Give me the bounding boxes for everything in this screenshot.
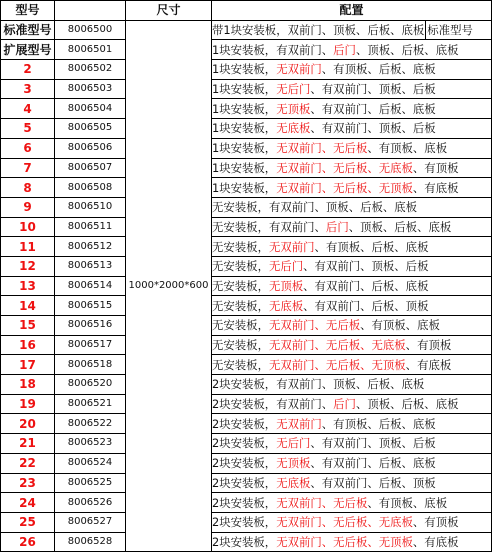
model-code: 8006502: [55, 60, 126, 80]
config-text: 、有双前门、顶板、后板: [310, 436, 436, 451]
config-cell: [212, 335, 492, 355]
config-text: 、有底板: [412, 534, 459, 549]
table-row: [1, 532, 492, 552]
config-cell: [212, 138, 492, 158]
config-cell: [212, 276, 492, 296]
config-cell: [212, 375, 492, 395]
table-row: [1, 394, 492, 414]
table-row: [1, 276, 492, 296]
config-missing-part: 后门: [325, 219, 349, 234]
config-cell: [212, 237, 492, 257]
table-row: [1, 296, 492, 316]
config-text: 1块安装板，: [212, 141, 277, 156]
config-cell: [212, 60, 492, 80]
row-label: 25: [1, 512, 55, 532]
config-text: 、有顶板、后板、底板: [321, 62, 436, 77]
header-row: [1, 1, 492, 21]
config-cell: [212, 434, 492, 454]
row-label: 标准型号: [1, 20, 55, 40]
row-label: 7: [1, 158, 55, 178]
config-text: 2块安装板，: [212, 456, 277, 471]
row-label: 26: [1, 532, 55, 552]
config-cell: [212, 178, 492, 198]
table-row: [1, 453, 492, 473]
row-label: 5: [1, 119, 55, 139]
config-cell: [212, 158, 492, 178]
row-label: 22: [1, 453, 55, 473]
model-code: 8006516: [55, 316, 126, 336]
config-missing-part: 无双前门: [276, 62, 322, 77]
row-label: 24: [1, 493, 55, 513]
config-text: 、有顶板: [412, 160, 459, 175]
row-label: 13: [1, 276, 55, 296]
config-text: 、有双前门、后板、顶板: [303, 298, 429, 313]
model-code: 8006510: [55, 197, 126, 217]
config-text: 、有双前门、后板、底板: [310, 101, 436, 116]
config-cell: [212, 532, 492, 552]
config-text: 、有双前门、后板、底板: [310, 456, 436, 471]
config-text: 1块安装板，: [212, 82, 277, 97]
config-text: 无安装板，: [212, 318, 269, 333]
config-text: 2块安装板，有双前门、顶板、后板、底板: [212, 377, 425, 392]
row-label: 15: [1, 316, 55, 336]
config-text: 、有顶板、底板: [367, 495, 448, 510]
config-text: 2块安装板，: [212, 515, 277, 530]
config-missing-part: 无后门: [276, 436, 311, 451]
table-row: [1, 99, 492, 119]
model-code: 8006512: [55, 237, 126, 257]
model-code: 8006522: [55, 414, 126, 434]
row-label: 20: [1, 414, 55, 434]
row-label: 扩展型号: [1, 40, 55, 60]
config-missing-part: 无后门: [276, 82, 311, 97]
row-label: 12: [1, 256, 55, 276]
config-text: 1块安装板，: [212, 121, 277, 136]
model-code: 8006506: [55, 138, 126, 158]
config-missing-part: 无顶板: [268, 278, 304, 293]
table-row: [1, 60, 492, 80]
table-row: [1, 335, 492, 355]
config-missing-part: 无双前门、无后板、无顶板: [268, 357, 406, 372]
config-missing-part: 无双前门、无后板: [276, 495, 368, 510]
config-missing-part: 无双前门、无后板、无底板: [268, 338, 406, 353]
table-row: [1, 119, 492, 139]
table-row: [1, 197, 492, 217]
config-missing-part: 无双前门、无后板、无顶板: [276, 180, 413, 195]
config-cell: [212, 316, 492, 336]
config-missing-part: 无双前门、无后板、无底板: [276, 160, 413, 175]
config-cell: [212, 493, 492, 513]
table-row: [1, 217, 492, 237]
model-code: 8006517: [55, 335, 126, 355]
config-text: 、有顶板、后板、底板: [321, 416, 436, 431]
config-text: 无安装板，: [212, 259, 269, 274]
config-text: 、顶板、后板、底板: [348, 219, 452, 234]
row-label: 11: [1, 237, 55, 257]
config-cell: [212, 394, 492, 414]
row-label: 18: [1, 375, 55, 395]
table-row: [1, 256, 492, 276]
model-code: 8006500: [55, 20, 126, 40]
row-label: 2: [1, 60, 55, 80]
config-text: 带1块安装板，双前门、顶板、后板、底板: [212, 23, 425, 38]
overflow-label: 标准型号: [427, 23, 473, 38]
row-label: 16: [1, 335, 55, 355]
config-missing-part: 后门: [333, 397, 356, 412]
table-row: [1, 316, 492, 336]
row-label: 3: [1, 79, 55, 99]
config-cell: [212, 256, 492, 276]
row-label: 10: [1, 217, 55, 237]
config-missing-part: 无双前门、无后板: [276, 141, 368, 156]
config-text: 、有顶板: [405, 338, 452, 353]
config-text: 无安装板，: [212, 338, 269, 353]
config-text: 、有双前门、顶板、后板: [310, 121, 436, 136]
config-cell: [212, 473, 492, 493]
table-row: [1, 493, 492, 513]
config-text: 无安装板，: [212, 298, 269, 313]
config-text: 2块安装板，: [212, 475, 277, 490]
model-code: 8006507: [55, 158, 126, 178]
header-config: 配置: [212, 1, 492, 21]
config-text: 、顶板、后板、底板: [355, 42, 459, 57]
config-text: 2块安装板，: [212, 436, 277, 451]
model-code: 8006518: [55, 355, 126, 375]
table-row: [1, 40, 492, 60]
model-code: 8006513: [55, 256, 126, 276]
row-label: 19: [1, 394, 55, 414]
header-model: 型号: [1, 1, 55, 21]
config-cell: [212, 79, 492, 99]
config-cell: [212, 296, 492, 316]
config-cell: [212, 119, 492, 139]
model-code: 8006520: [55, 375, 126, 395]
config-text: 无安装板，有双前门、顶板、后板、底板: [212, 200, 418, 215]
config-text: 1块安装板，: [212, 101, 277, 116]
config-cell: [212, 20, 492, 40]
model-code: 8006504: [55, 99, 126, 119]
model-code: 8006503: [55, 79, 126, 99]
config-missing-part: 无双前门、无后板、无顶板: [276, 534, 413, 549]
config-text: 、有顶板: [412, 515, 459, 530]
table-row: [1, 20, 492, 40]
spec-table-body: [1, 20, 492, 552]
model-code: 8006528: [55, 532, 126, 552]
table-row: [1, 512, 492, 532]
config-text: 、有双前门、后板、底板: [303, 278, 429, 293]
config-text: 无安装板，: [212, 239, 269, 254]
config-missing-part: 无后门: [268, 259, 304, 274]
config-missing-part: 无双前门、无后板、无底板: [276, 515, 413, 530]
model-code: 8006523: [55, 434, 126, 454]
row-label: 17: [1, 355, 55, 375]
table-row: [1, 414, 492, 434]
config-text: 、有顶板、底板: [367, 141, 448, 156]
model-code: 8006525: [55, 473, 126, 493]
model-code: 8006524: [55, 453, 126, 473]
config-cell: [212, 355, 492, 375]
table-row: [1, 434, 492, 454]
config-cell: [212, 197, 492, 217]
table-row: [1, 473, 492, 493]
config-text: 1块安装板，: [212, 160, 277, 175]
config-text: 2块安装板，: [212, 495, 277, 510]
model-code: 8006501: [55, 40, 126, 60]
config-missing-part: 无底板: [276, 475, 311, 490]
row-label: 21: [1, 434, 55, 454]
config-text: 2块安装板，: [212, 534, 277, 549]
table-row: [1, 375, 492, 395]
row-label: 8: [1, 178, 55, 198]
config-cell: [212, 40, 492, 60]
config-missing-part: 无双前门: [276, 416, 322, 431]
config-text: 、有底板: [405, 357, 452, 372]
model-code: 8006527: [55, 512, 126, 532]
config-missing-part: 无双前门、无后板: [268, 318, 361, 333]
model-code: 8006505: [55, 119, 126, 139]
header-model-code: [55, 1, 126, 21]
row-label: 23: [1, 473, 55, 493]
table-row: [1, 355, 492, 375]
model-code: 8006511: [55, 217, 126, 237]
model-code: 8006521: [55, 394, 126, 414]
table-row: [1, 79, 492, 99]
config-text: 无安装板，: [212, 278, 269, 293]
config-text: 1块安装板，: [212, 180, 277, 195]
row-label: 9: [1, 197, 55, 217]
config-missing-part: 无顶板: [276, 456, 311, 471]
config-text: 、有双前门、顶板、后板: [310, 82, 436, 97]
config-cell: [212, 512, 492, 532]
model-code: 8006514: [55, 276, 126, 296]
config-missing-part: 无双前门: [268, 239, 315, 254]
config-text: 无安装板，有双前门、: [212, 219, 326, 234]
table-row: [1, 237, 492, 257]
config-cell: [212, 99, 492, 119]
config-text: 、有双前门、顶板、后板: [303, 259, 429, 274]
table-row: [1, 138, 492, 158]
config-missing-part: 无顶板: [276, 101, 311, 116]
row-label: 6: [1, 138, 55, 158]
config-text: 1块安装板，: [212, 62, 277, 77]
row-label: 4: [1, 99, 55, 119]
config-text: 、有底板: [412, 180, 459, 195]
row-label: 14: [1, 296, 55, 316]
config-missing-part: 后门: [333, 42, 356, 57]
model-code: 8006526: [55, 493, 126, 513]
size-value: 1000*2000*600: [126, 20, 212, 552]
config-text: 无安装板，: [212, 357, 269, 372]
table-row: [1, 158, 492, 178]
config-text: 、有顶板、底板: [360, 318, 440, 333]
config-text: 、有双前门、后板、顶板: [310, 475, 436, 490]
table-row: [1, 178, 492, 198]
config-text: 、顶板、后板、底板: [355, 397, 459, 412]
config-missing-part: 无底板: [268, 298, 304, 313]
config-cell: [212, 217, 492, 237]
model-code: 8006508: [55, 178, 126, 198]
config-text: 1块安装板，有双前门、: [212, 42, 334, 57]
config-text: 、有顶板、后板、底板: [314, 239, 429, 254]
config-text: 2块安装板，: [212, 416, 277, 431]
config-missing-part: 无底板: [276, 121, 311, 136]
header-size: 尺寸: [126, 1, 212, 21]
config-text: 2块安装板，有双前门、: [212, 397, 334, 412]
model-code: 8006515: [55, 296, 126, 316]
config-cell: [212, 453, 492, 473]
config-cell: [212, 414, 492, 434]
